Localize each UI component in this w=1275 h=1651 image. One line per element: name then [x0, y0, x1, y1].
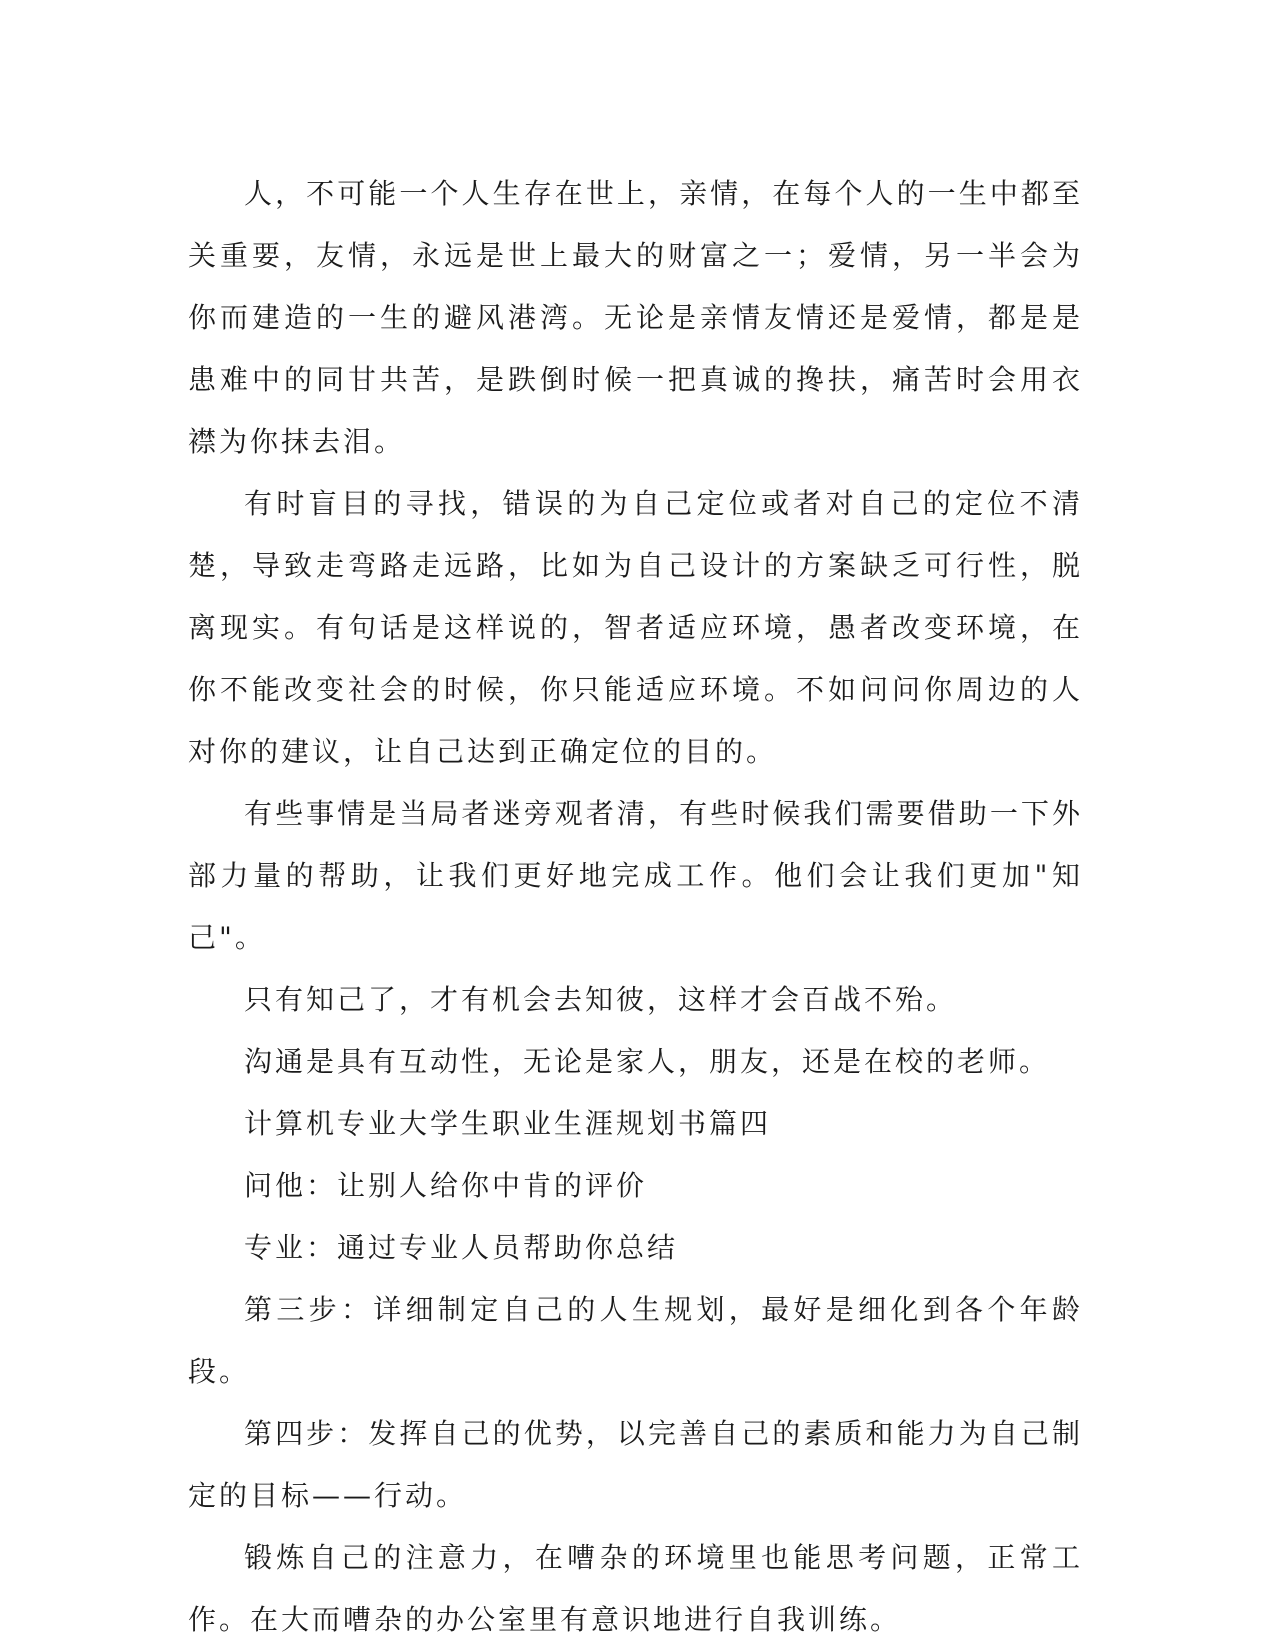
paragraph-outside-help: 有些事情是当局者迷旁观者清，有些时候我们需要借助一下外部力量的帮助，让我们更好地完成工作。他们会让我们更加"知己"。	[188, 797, 1083, 954]
paragraph-family-friendship-love: 人，不可能一个人生存在世上，亲情，在每个人的一生中都至关重要，友情，永远是世上最大的财富之一；爱情，另一半会为你而建造的一生的避风港湾。无论是亲情友情还是爱情，都是是患难中的同甘共苦，是跌倒时候一把真诚的搀扶，痛苦时会用衣襟为你抹去泪。	[188, 177, 1083, 458]
paragraph-self-positioning: 有时盲目的寻找，错误的为自己定位或者对自己的定位不清楚，导致走弯路走远路，比如为自己设计的方案缺乏可行性，脱离现实。有句话是这样说的，智者适应环境，愚者改变环境，在你不能改变社会的时候，你只能适应环境。不如问问你周边的人对你的建议，让自己达到正确定位的目的。	[188, 487, 1083, 768]
paragraph-professional-help: 专业：通过专业人员帮助你总结	[244, 1231, 679, 1264]
paragraph-know-yourself: 只有知己了，才有机会去知彼，这样才会百战不殆。	[244, 983, 958, 1016]
section-heading-part-four: 计算机专业大学生职业生涯规划书篇四	[244, 1107, 772, 1140]
paragraph-attention-training: 锻炼自己的注意力，在嘈杂的环境里也能思考问题，正常工作。在大而嘈杂的办公室里有意识地进行自我训练。	[188, 1541, 1083, 1636]
paragraph-communication: 沟通是具有互动性，无论是家人，朋友，还是在校的老师。	[244, 1045, 1051, 1078]
paragraph-ask-others: 问他：让别人给你中肯的评价	[244, 1169, 648, 1202]
paragraph-step-four: 第四步：发挥自己的优势，以完善自己的素质和能力为自己制定的目标——行动。	[188, 1417, 1083, 1512]
paragraph-step-three: 第三步：详细制定自己的人生规划，最好是细化到各个年龄段。	[188, 1293, 1083, 1388]
document-body	[188, 163, 1083, 1651]
